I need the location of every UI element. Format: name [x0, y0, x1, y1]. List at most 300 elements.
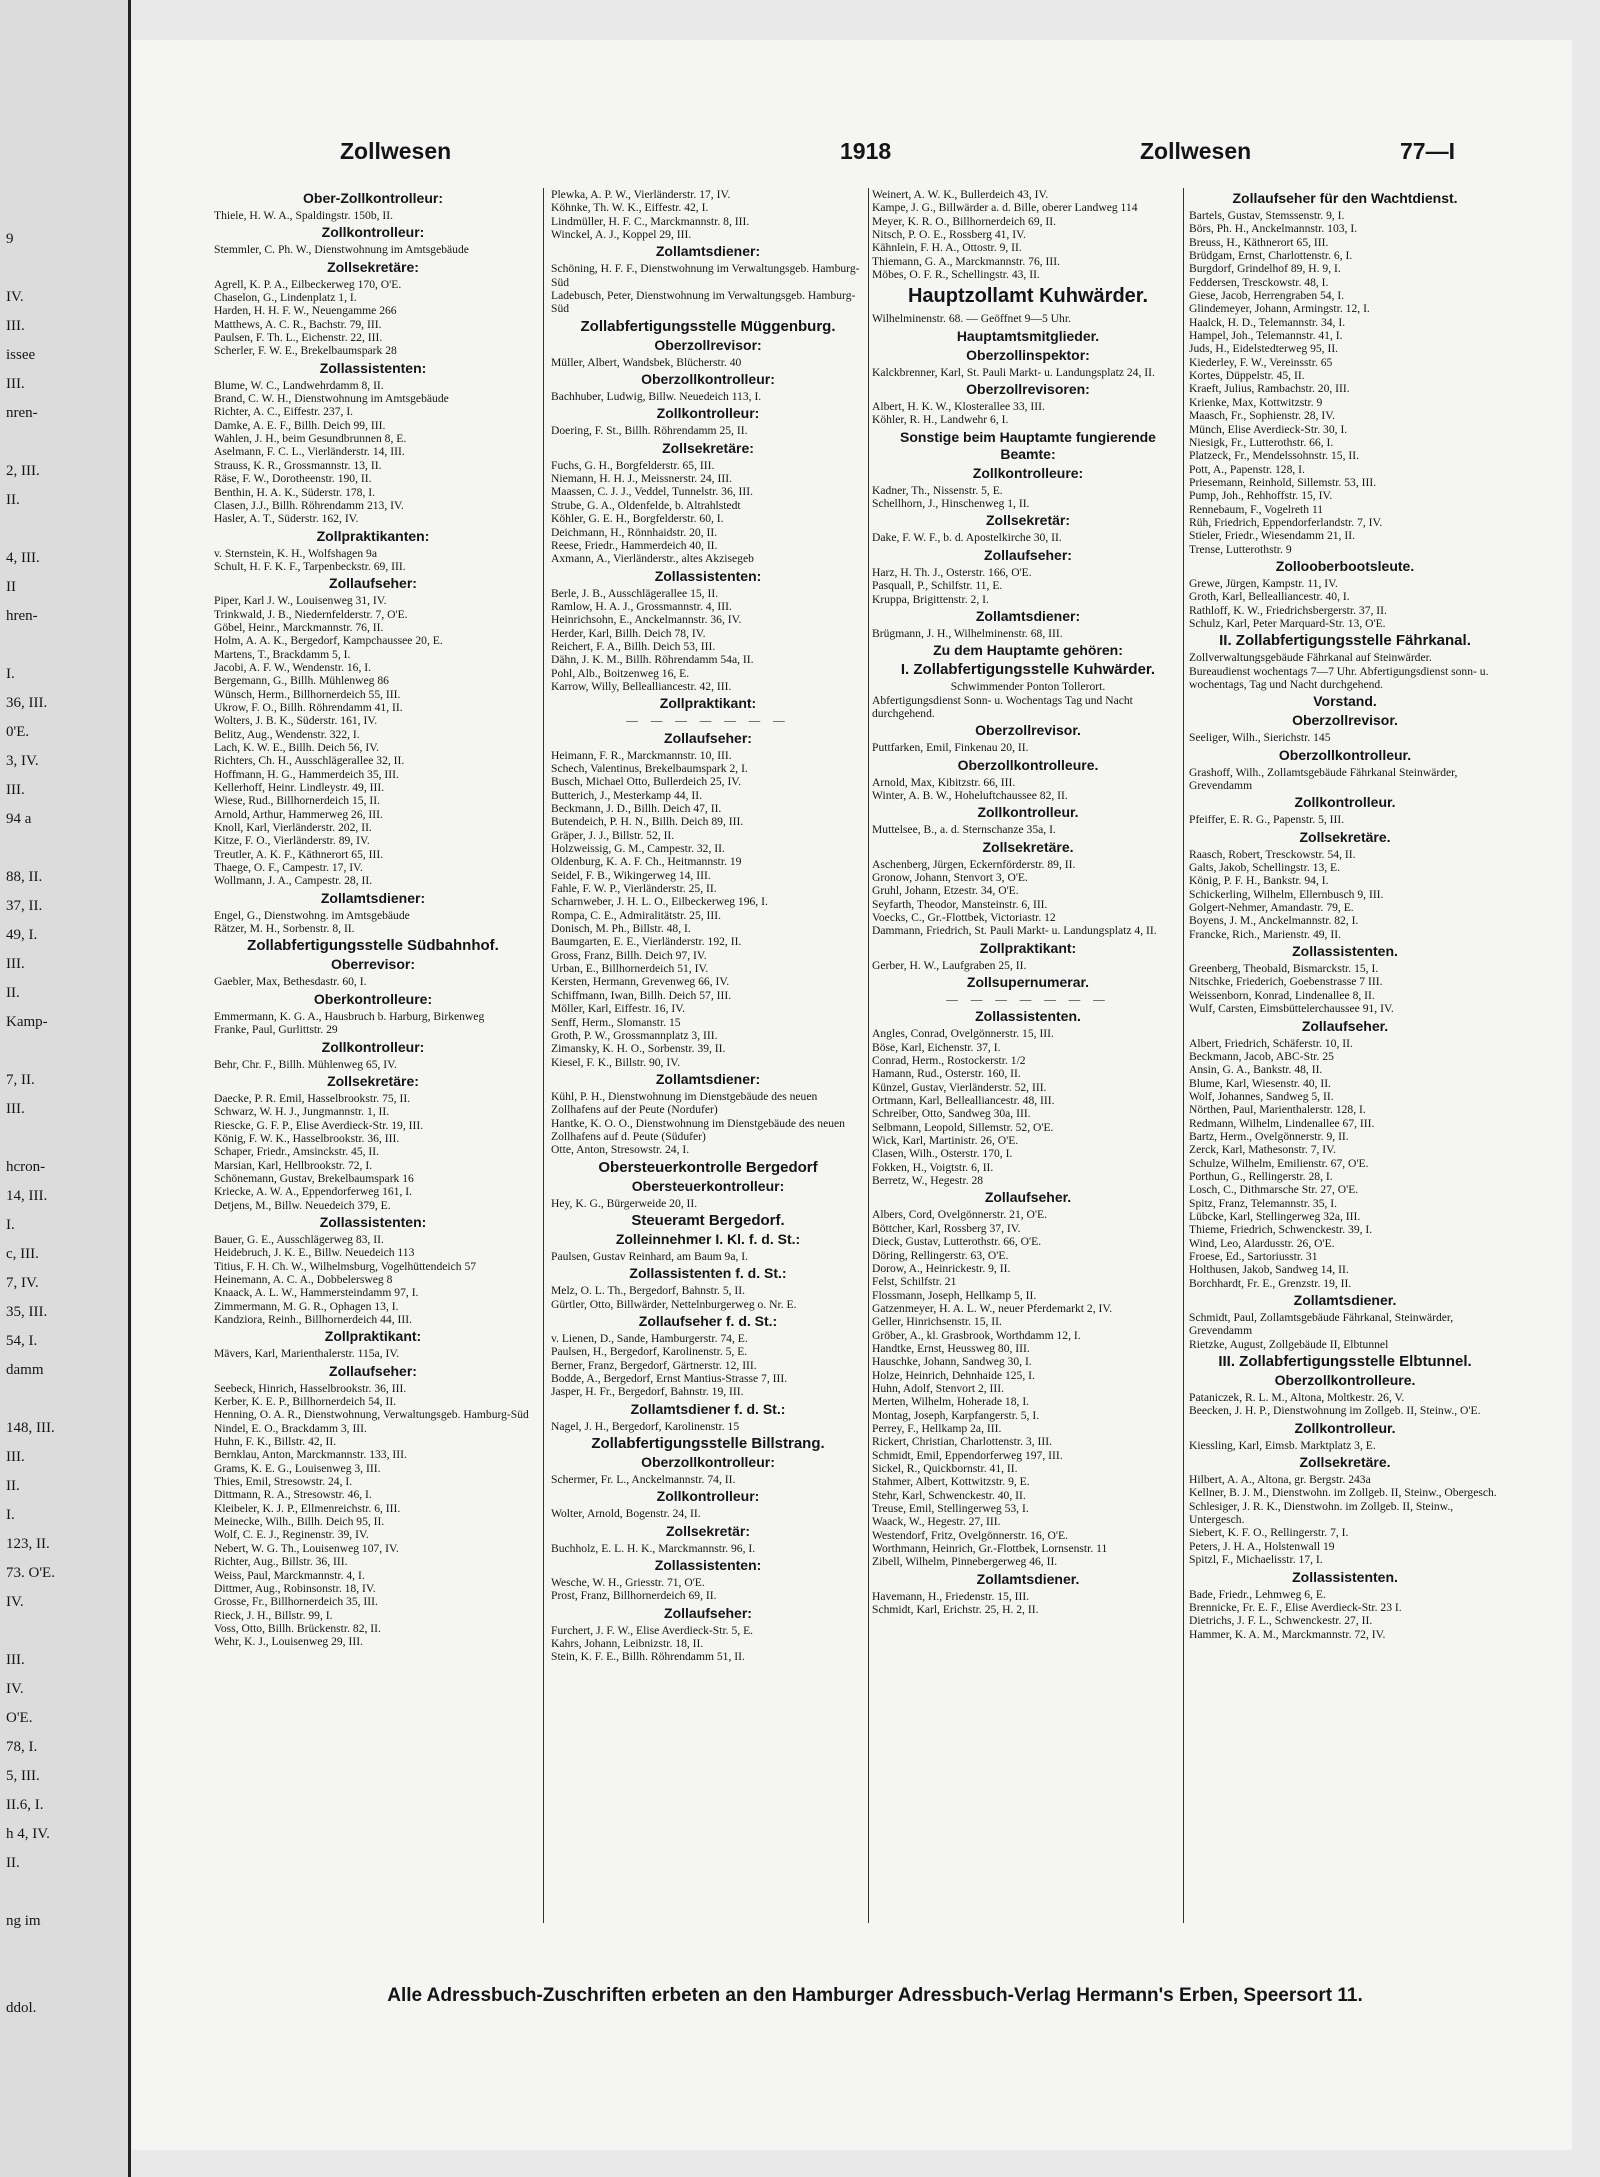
section-heading: Oberzollkontrolleur. — [1278, 746, 1412, 763]
section-heading: Zollamtsdiener: — [655, 243, 761, 260]
directory-entry: Kitze, F. O., Vierländerstr. 89, IV. — [214, 834, 370, 848]
column-1 — [214, 188, 532, 1923]
directory-entry: Kraeft, Julius, Rambachstr. 20, III. — [1189, 382, 1350, 396]
directory-entry: Hamann, Rud., Osterstr. 160, II. — [872, 1067, 1021, 1081]
directory-entry: Köhler, R. H., Landwehr 6, I. — [872, 413, 1009, 427]
directory-entry: Damke, A. E. F., Billh. Deich 99, III. — [214, 418, 386, 432]
section-heading: Zollsekretär: — [985, 512, 1071, 529]
section-heading: Zollassistenten: — [319, 1213, 427, 1230]
section-heading: Zollassistenten. — [1292, 943, 1398, 960]
directory-entry: Stemmler, C. Ph. W., Dienstwohnung im Amtsgebäude — [214, 243, 469, 257]
office-title: II. Zollabfertigungsstelle Fährkanal. — [1219, 632, 1471, 650]
section-heading: Zollamtsdiener: — [975, 607, 1081, 624]
section-heading: Zollassistenten: — [319, 359, 427, 376]
directory-entry: Börs, Ph. H., Anckelmannstr. 103, I. — [1189, 222, 1358, 236]
directory-entry: Waack, W., Hegestr. 27, III. — [872, 1515, 1001, 1529]
directory-entry: Zibell, Wilhelm, Pinnebergerweg 46, II. — [872, 1555, 1058, 1569]
directory-entry: Selbmann, Leopold, Sillemstr. 52, O'E. — [872, 1120, 1054, 1134]
directory-entry: Holzweissig, G. M., Campestr. 32, II. — [551, 842, 725, 856]
directory-entry: Bade, Friedr., Lehmweg 6, E. — [1189, 1587, 1326, 1601]
directory-entry: Kahrs, Johann, Leibnizstr. 18, II. — [551, 1637, 704, 1651]
directory-entry: Richter, Aug., Billstr. 36, III. — [214, 1555, 348, 1569]
section-heading: Zollkontrolleur: — [656, 405, 760, 422]
section-heading: Zollsekretär: — [665, 1522, 751, 1539]
margin-fragment: III. — [6, 1652, 25, 1668]
directory-entry: Thiemann, G. A., Marckmannstr. 76, III. — [872, 254, 1061, 268]
margin-fragment: 14, III. — [6, 1188, 48, 1204]
office-title: I. Zollabfertigungsstelle Kuhwärder. — [900, 661, 1156, 679]
column-divider — [543, 188, 544, 1923]
section-heading: Zollooberbootsleute. — [1275, 557, 1415, 574]
directory-entry: Mävers, Karl, Marienthalerstr. 115a, IV. — [214, 1347, 400, 1361]
directory-entry: Geller, Hinrichsenstr. 15, II. — [872, 1315, 1002, 1329]
directory-entry: Heinrichsohn, E., Anckelmannstr. 36, IV. — [551, 613, 742, 627]
directory-entry: Zerck, Karl, Mathesonstr. 7, IV. — [1189, 1143, 1336, 1157]
margin-fragment: 123, II. — [6, 1536, 50, 1552]
directory-entry: Blume, W. C., Landwehrdamm 8, II. — [214, 378, 384, 392]
directory-entry: Böse, Karl, Eichenstr. 37, I. — [872, 1040, 1001, 1054]
directory-entry: Möller, Karl, Eiffestr. 16, IV. — [551, 1002, 686, 1016]
section-heading: Zollassistenten. — [1292, 1568, 1398, 1585]
section-heading: Oberzollrevisor. — [1292, 712, 1398, 729]
section-heading: Zollassistenten. — [975, 1008, 1081, 1025]
directory-entry: Furchert, J. F. W., Elise Averdieck-Str. 5, E. — [551, 1623, 754, 1637]
directory-entry: Abfertigungsdienst Sonn- u. Wochentags Tag und Nacht durchgehend. — [872, 693, 1133, 720]
section-heading: Zollkontrolleur. — [977, 804, 1079, 821]
directory-entry: Paulsen, Gustav Reinhard, am Baum 9a, I. — [551, 1249, 749, 1263]
office-title: Steueramt Bergedorf. — [631, 1211, 785, 1229]
directory-entry: Nindel, E. O., Brackdamm 3, III. — [214, 1421, 367, 1435]
margin-fragment: ddol. — [6, 2000, 37, 2016]
directory-entry: Künzel, Gustav, Vierländerstr. 52, III. — [872, 1080, 1047, 1094]
directory-entry: Gross, Franz, Billh. Deich 97, IV. — [551, 948, 707, 962]
section-heading: Zollaufseher: — [664, 729, 752, 746]
directory-entry: Maassen, C. J. J., Veddel, Tunnelstr. 36, III. — [551, 485, 754, 499]
margin-fragment: III. — [6, 318, 25, 334]
directory-entry: Brand, C. W. H., Dienstwohnung im Amtsgebäude — [214, 392, 449, 406]
directory-entry: Jacobi, A. F. W., Wendenstr. 16, I. — [214, 660, 372, 674]
directory-entry: Kerber, K. E. P., Billhornerdeich 54, II. — [214, 1395, 397, 1409]
directory-entry: Hasler, A. T., Süderstr. 162, IV. — [214, 512, 359, 526]
directory-entry: Melz, O. L. Th., Bergedorf, Bahnstr. 5, II. — [551, 1284, 746, 1298]
directory-entry: Engel, G., Dienstwohng. im Amtsgebäude — [214, 908, 410, 922]
directory-entry: Gaebler, Max, Bethesdastr. 60, I. — [214, 975, 367, 989]
directory-entry: Losch, C., Dithmarsche Str. 27, O'E. — [1189, 1183, 1359, 1197]
directory-entry: Paulsen, H., Bergedorf, Karolinenstr. 5, E. — [551, 1345, 748, 1359]
directory-entry: Axmann, A., Vierländerstr., altes Akzisegeb — [551, 552, 754, 566]
directory-entry: Dake, F. W. F., b. d. Apostelkirche 30, II. — [872, 531, 1062, 545]
directory-entry: Huhn, Adolf, Stenvort 2, III. — [872, 1381, 1005, 1395]
directory-entry: Lach, K. W. E., Billh. Deich 56, IV. — [214, 741, 379, 754]
margin-fragment: IV. — [6, 1594, 24, 1610]
directory-entry: Wahlen, J. H., beim Gesundbrunnen 8, E. — [214, 432, 407, 446]
directory-entry: Otte, Anton, Stresowstr. 24, I. — [551, 1143, 690, 1157]
directory-entry: Reese, Friedr., Hammerdeich 40, II. — [551, 538, 718, 552]
section-heading: Zollpraktikanten: — [316, 527, 430, 544]
section-heading: Obersteuerkontrolleur: — [631, 1177, 785, 1194]
directory-entry: Kriecke, A. W. A., Eppendorferweg 161, I. — [214, 1185, 413, 1199]
directory-entry: Schulz, Karl, Peter Marquard-Str. 13, O'E. — [1189, 616, 1386, 630]
directory-entry: Handtke, Ernst, Heussweg 80, III. — [872, 1341, 1030, 1355]
directory-entry: Hammer, K. A. M., Marckmannstr. 72, IV. — [1189, 1627, 1386, 1641]
section-heading: Zollpraktikant: — [979, 939, 1077, 956]
directory-entry: Kiesel, F. K., Billstr. 90, IV. — [551, 1055, 680, 1069]
directory-entry: Nitsch, P. O. E., Rossberg 41, IV. — [872, 228, 1026, 242]
section-heading: Zollassistenten: — [654, 1557, 762, 1574]
directory-entry: Conrad, Herm., Rostockerstr. 1/2 — [872, 1054, 1026, 1068]
directory-entry: Heidebruch, J. K. E., Billw. Neuedeich 113 — [214, 1246, 415, 1260]
directory-entry: Schmidt, Emil, Eppendorferweg 197, III. — [872, 1448, 1063, 1462]
section-heading: Oberzollrevisor. — [975, 722, 1081, 739]
margin-fragment: 88, II. — [6, 869, 43, 885]
directory-entry: Müller, Albert, Wandsbek, Blücherstr. 40 — [551, 355, 742, 369]
directory-entry: Wolter, Arnold, Bogenstr. 24, II. — [551, 1507, 701, 1521]
directory-entry: Thieme, Friedrich, Schwenckestr. 39, I. — [1189, 1223, 1373, 1237]
directory-entry: Wind, Leo, Alardusstr. 26, O'E. — [1189, 1236, 1335, 1250]
office-title: Zollabfertigungsstelle Südbahnhof. — [247, 937, 499, 955]
directory-entry: Rennebaum, F., Vogelreth 11 — [1189, 502, 1324, 516]
directory-entry: Ortmann, Karl, Bellealliancestr. 48, III. — [872, 1094, 1055, 1108]
margin-fragment: I. — [6, 1217, 15, 1233]
directory-entry: Paulsen, F. Th. L., Eichenstr. 22, III. — [214, 331, 383, 345]
column-divider — [868, 188, 869, 1923]
directory-entry: Seeliger, Wilh., Sierichstr. 145 — [1189, 731, 1331, 745]
directory-entry: Schulze, Wilhelm, Emilienstr. 67, O'E. — [1189, 1156, 1369, 1170]
directory-entry: Belitz, Aug., Wendenstr. 322, I. — [214, 727, 360, 741]
directory-entry: v. Sternstein, K. H., Wolfshagen 9a — [214, 546, 377, 560]
directory-entry: Weiss, Paul, Marckmannstr. 4, I. — [214, 1568, 365, 1582]
directory-entry: Krienke, Max, Kottwitzstr. 9 — [1189, 395, 1323, 409]
directory-entry: Albers, Cord, Ovelgönnerstr. 21, O'E. — [872, 1208, 1048, 1222]
section-heading: Zollsekretäre. — [1299, 828, 1391, 845]
directory-entry: Blume, Karl, Wiesenstr. 40, II. — [1189, 1076, 1331, 1090]
section-heading: Zollkontrolleur: — [656, 1488, 760, 1505]
directory-entry: Schöning, H. F. F., Dienstwohnung im Verwaltungsgeb. Hamburg-Süd — [551, 262, 860, 289]
directory-entry: Gräper, J. J., Billstr. 52, II. — [551, 828, 675, 842]
directory-entry: Pohl, Alb., Boitzenweg 16, E. — [551, 666, 690, 680]
directory-entry: Räse, F. W., Dorotheenstr. 190, II. — [214, 472, 372, 486]
section-heading: Zollamtsdiener. — [976, 1570, 1080, 1587]
directory-entry: Schiffmann, Iwan, Billh. Deich 57, III. — [551, 988, 732, 1002]
directory-entry: Pasquall, P., Schilfstr. 11, E. — [872, 579, 1003, 593]
directory-entry: Gröber, A., kl. Grasbrook, Worthdamm 12, I. — [872, 1328, 1081, 1342]
directory-entry: Clasen, Wilh., Osterstr. 170, I. — [872, 1147, 1013, 1161]
directory-entry: Glindemeyer, Johann, Armingstr. 12, I. — [1189, 302, 1370, 316]
directory-entry: Göbel, Heinr., Marckmannstr. 76, II. — [214, 620, 384, 634]
directory-entry: Jasper, H. Fr., Bergedorf, Bahnstr. 19, III. — [551, 1385, 744, 1399]
directory-entry: Hoffmann, H. G., Hammerdeich 35, III. — [214, 767, 399, 781]
header-left: Zollwesen — [340, 138, 452, 164]
directory-entry: Brennicke, Fr. E. F., Elise Averdieck-Str. 23 I. — [1189, 1600, 1402, 1614]
directory-entry: Richters, Ch. H., Ausschlägerallee 32, II. — [214, 754, 405, 768]
directory-entry: Kleibeler, K. J. P., Ellmenreichstr. 6, III. — [214, 1501, 401, 1515]
directory-entry: Emmermann, K. G. A., Hausbruch b. Harburg, Birkenweg — [214, 1009, 485, 1023]
directory-entry: Gronow, Johann, Stenvort 3, O'E. — [872, 870, 1028, 884]
directory-entry: Hauschke, Johann, Sandweg 30, I. — [872, 1355, 1032, 1369]
directory-entry: Köhler, G. E. H., Borgfelderstr. 60, I. — [551, 512, 724, 526]
directory-entry: Baumgarten, E. E., Vierländerstr. 192, II. — [551, 935, 742, 949]
directory-entry: Groth, P. W., Grossmannplatz 3, III. — [551, 1028, 718, 1042]
directory-entry: Ukrow, F. O., Billh. Röhrendamm 41, II. — [214, 700, 403, 714]
section-heading: Zollsekretäre: — [327, 1072, 419, 1089]
directory-entry: Richter, A. C., Eiffestr. 237, I. — [214, 405, 354, 419]
margin-fragment: II.6, I. — [6, 1797, 44, 1813]
margin-fragment: 3, IV. — [6, 753, 39, 769]
margin-fragment: I. — [6, 666, 15, 682]
directory-entry: Kellner, B. J. M., Dienstwohn. im Zollgeb. II, Steinw., Obergesch. — [1189, 1486, 1497, 1500]
margin-fragment: 5, III. — [6, 1768, 40, 1784]
section-heading: Zollaufseher: — [664, 1604, 752, 1621]
directory-entry: Golgert-Nehmer, Amandastr. 79, E. — [1189, 901, 1354, 915]
section-heading: Zollassistenten: — [654, 567, 762, 584]
directory-entry: Angles, Conrad, Ovelgönnerstr. 15, III. — [872, 1027, 1054, 1041]
directory-entry: Schmidt, Karl, Erichstr. 25, H. 2, II. — [872, 1603, 1039, 1617]
directory-entry: Senff, Herm., Slomanstr. 15 — [551, 1015, 681, 1029]
directory-entry: Knaack, A. L. W., Hammersteindamm 97, I. — [214, 1286, 419, 1300]
directory-entry: Treuse, Emil, Stellingerweg 53, I. — [872, 1502, 1029, 1516]
directory-entry: Worthmann, Heinrich, Gr.-Flottbek, Lornsenstr. 11 — [872, 1542, 1108, 1556]
directory-entry: Pataniczek, R. L. M., Altona, Moltkestr. 26, V. — [1189, 1391, 1405, 1405]
section-heading: Zollaufseher. — [1301, 1017, 1389, 1034]
directory-entry: Aschenberg, Jürgen, Eckernförderstr. 89, II. — [872, 857, 1076, 871]
directory-entry: Bartz, Herm., Ovelgönnerstr. 9, II. — [1189, 1129, 1349, 1143]
directory-entry: Buchholz, E. L. H. K., Marckmannstr. 96, I. — [551, 1541, 756, 1555]
directory-entry: Kortes, Düppelstr. 45, II. — [1189, 369, 1305, 383]
directory-entry: Raasch, Robert, Tresckowstr. 54, II. — [1189, 847, 1356, 861]
directory-entry: Breuss, H., Käthnerort 65, III. — [1189, 235, 1329, 249]
section-heading: Zollaufseher: — [329, 1362, 417, 1379]
directory-entry: Bergemann, G., Billh. Mühlenweg 86 — [214, 674, 389, 688]
directory-entry: Dorow, A., Heinrickestr. 9, II. — [872, 1261, 1011, 1275]
directory-entry: Thiele, H. W. A., Spaldingstr. 150b, II. — [214, 209, 394, 222]
directory-entry: Bernklau, Anton, Marckmannstr. 133, III. — [214, 1448, 407, 1462]
directory-entry: Ramlow, H. A. J., Grossmannstr. 4, III. — [551, 599, 732, 613]
margin-fragment: h 4, IV. — [6, 1826, 50, 1842]
directory-entry: Aselmann, F. C. L., Vierländerstr. 14, III. — [214, 445, 405, 459]
directory-entry: König, F. W. K., Hasselbrookstr. 36, III. — [214, 1131, 400, 1145]
directory-entry: König, P. F. H., Bankstr. 94, I. — [1189, 874, 1329, 888]
section-heading: Oberzollkontrolleur: — [641, 1454, 775, 1471]
directory-entry: Muttelsee, B., a. d. Sternschanze 35a, I. — [872, 823, 1056, 837]
directory-entry: Havemann, H., Friedenstr. 15, III. — [872, 1589, 1030, 1603]
directory-entry: Henning, O. A. R., Dienstwohnung, Verwaltungsgeb. Hamburg-Süd — [214, 1408, 529, 1422]
margin-fragment: I. — [6, 1507, 15, 1523]
margin-fragment: III. — [6, 782, 25, 798]
directory-entry: Niesigk, Fr., Lutterothstr. 66, I. — [1189, 435, 1334, 449]
directory-entry: Matthews, A. C. R., Bachstr. 79, III. — [214, 317, 382, 331]
directory-entry: Burgdorf, Grindelhof 89, H. 9, I. — [1189, 262, 1341, 276]
section-heading: Zollaufseher für den Wachtdienst. — [1232, 190, 1458, 206]
directory-entry: Riescke, G. F. P., Elise Averdieck-Str. 19, III. — [214, 1118, 424, 1132]
directory-entry: Marsian, Karl, Hellbrookstr. 72, I. — [214, 1158, 373, 1172]
directory-entry: Schwarz, W. H. J., Jungmannstr. 1, II. — [214, 1105, 390, 1119]
column-divider — [1183, 188, 1184, 1923]
directory-entry: Seidel, F. B., Wikingerweg 14, III. — [551, 868, 711, 882]
margin-fragment: III. — [6, 1449, 25, 1465]
section-heading: Zollkontrolleure: — [972, 464, 1084, 481]
directory-entry: Nebert, W. G. Th., Louisenweg 107, IV. — [214, 1541, 399, 1555]
directory-entry: Dittmann, R. A., Stresowstr. 46, I. — [214, 1488, 372, 1502]
directory-entry: Spitz, Franz, Telemannstr. 35, I. — [1189, 1196, 1338, 1210]
margin-fragment: 54, I. — [6, 1333, 38, 1349]
directory-entry: Schickerling, Wilhelm, Ellernbusch 9, III. — [1189, 887, 1384, 901]
directory-entry: Meyer, K. R. O., Billhornerdeich 69, II. — [872, 214, 1057, 228]
margin-fragment: hcron- — [6, 1159, 46, 1175]
directory-entry: Lübcke, Karl, Stellingerweg 32a, III. — [1189, 1209, 1361, 1223]
directory-entry: Wolf, C. E. J., Reginenstr. 39, IV. — [214, 1528, 369, 1542]
directory-entry: Benthin, H. A. K., Süderstr. 178, I. — [214, 485, 376, 499]
directory-entry: Rickert, Christian, Charlottenstr. 3, III. — [872, 1435, 1052, 1449]
margin-fragment: 35, III. — [6, 1304, 48, 1320]
directory-entry: Schermer, Fr. L., Anckelmannstr. 74, II. — [551, 1473, 736, 1487]
section-heading: Vorstand. — [1313, 693, 1377, 710]
directory-entry: Grams, K. E. G., Louisenweg 3, III. — [214, 1461, 381, 1475]
directory-entry: Berner, Franz, Bergedorf, Gärtnerstr. 12, III. — [551, 1358, 757, 1372]
directory-entry: Wünsch, Herm., Billhornerdeich 55, III. — [214, 687, 401, 701]
directory-entry: Thaege, O. F., Campestr. 17, IV. — [214, 861, 363, 875]
directory-entry: Schult, H. F. K. F., Tarpenbeckstr. 69, III. — [214, 559, 406, 573]
directory-entry: Schönemann, Gustav, Brekelbaumspark 16 — [214, 1171, 414, 1185]
section-heading: Oberzollinspektor: — [966, 346, 1090, 363]
margin-fragment: 94 a — [6, 811, 32, 827]
directory-entry: Voss, Otto, Billh. Brückenstr. 82, II. — [214, 1621, 381, 1635]
directory-entry: Niemann, H. H. J., Meissnerstr. 24, III. — [551, 472, 732, 486]
directory-entry: Hey, K. G., Bürgerweide 20, II. — [551, 1196, 698, 1210]
directory-entry: Schaper, Friedr., Amsinckstr. 45, II. — [214, 1145, 380, 1159]
directory-entry: Platzeck, Fr., Mendelssohnstr. 15, II. — [1189, 449, 1360, 463]
margin-fragment: 78, I. — [6, 1739, 38, 1755]
directory-entry: Thies, Emil, Stresowstr. 24, I. — [214, 1475, 353, 1489]
section-heading: Zollsekretäre. — [982, 838, 1074, 855]
directory-entry: Siebert, K. F. O., Rellingerstr. 7, I. — [1189, 1526, 1349, 1540]
margin-fragment: II. — [6, 1855, 20, 1871]
margin-fragment: 148, III. — [6, 1420, 55, 1436]
directory-entry: Butendeich, P. H. N., Billh. Deich 89, III. — [551, 815, 744, 829]
directory-entry: Winckel, A. J., Koppel 29, III. — [551, 228, 692, 242]
section-heading: Zollpraktikant: — [659, 695, 757, 712]
directory-entry: Gerber, H. W., Laufgraben 25, II. — [872, 958, 1027, 972]
margin-fragment: II. — [6, 492, 20, 508]
directory-entry: Voecks, C., Gr.-Flottbek, Victoriastr. 12 — [872, 910, 1056, 924]
directory-entry: Sickel, R., Quickbornstr. 41, II. — [872, 1462, 1018, 1475]
directory-entry: Pfeiffer, E. R. G., Papenstr. 5, III. — [1189, 813, 1345, 827]
directory-entry: Wilhelminenstr. 68. — Geöffnet 9—5 Uhr. — [872, 312, 1071, 326]
directory-entry: Kampe, J. G., Billwärder a. d. Bille, oberer Landweg 114 — [872, 201, 1138, 215]
directory-entry: Nitschke, Friederich, Goebenstrasse 7 III. — [1189, 975, 1383, 989]
directory-entry: Butterich, J., Mesterkamp 44, II. — [551, 788, 703, 802]
directory-entry: Beckmann, Jacob, ABC-Str. 25 — [1189, 1049, 1334, 1063]
directory-entry: Döring, Rellingerstr. 63, O'E. — [872, 1248, 1009, 1262]
directory-entry: Spitzl, F., Michaelisstr. 17, I. — [1189, 1553, 1323, 1567]
directory-entry: Gruhl, Johann, Etzestr. 34, O'E. — [872, 884, 1019, 898]
directory-entry: Fokken, H., Voigtstr. 6, II. — [872, 1160, 994, 1174]
column-2 — [551, 188, 865, 1923]
section-heading: Oberrevisor: — [330, 956, 416, 973]
margin-fragment: IV. — [6, 1681, 24, 1697]
directory-entry: Plewka, A. P. W., Vierländerstr. 17, IV. — [551, 188, 731, 201]
directory-entry: Prost, Franz, Billhornerdeich 69, II. — [551, 1589, 717, 1603]
directory-entry: Wolf, Johannes, Sandweg 5, II. — [1189, 1089, 1334, 1103]
section-heading: Oberzollkontrolleure. — [957, 756, 1099, 773]
directory-entry: Bachhuber, Ludwig, Billw. Neuedeich 113, I. — [551, 390, 762, 404]
margin-fragment: III. — [6, 956, 25, 972]
directory-entry: Dietrichs, J. F. L., Schwenckestr. 27, II. — [1189, 1614, 1373, 1628]
office-title: Obersteuerkontrolle Bergedorf — [598, 1158, 818, 1176]
directory-entry: Westendorf, Fritz, Ovelgönnerstr. 16, O'E. — [872, 1528, 1068, 1542]
directory-entry: Strube, G. A., Oldenfelde, b. Altrahlstedt — [551, 498, 741, 512]
section-heading: Oberkontrolleure: — [313, 990, 433, 1007]
section-heading: Zolleinnehmer I. Kl. f. d. St.: — [615, 1230, 801, 1247]
margin-fragment: 73. O'E. — [6, 1565, 55, 1581]
directory-entry: Schellhorn, J., Hinschenweg 1, II. — [872, 497, 1030, 511]
margin-fragment: hren- — [6, 608, 38, 624]
directory-entry: Flossmann, Joseph, Hellkamp 5, II. — [872, 1288, 1037, 1302]
margin-fragment: c, III. — [6, 1246, 39, 1262]
section-heading: Zollsekretäre: — [327, 258, 419, 275]
page-header — [340, 138, 1480, 170]
margin-fragment: 9 — [6, 231, 14, 247]
margin-fragment: ng im — [6, 1913, 41, 1929]
directory-entry: Greenberg, Theobald, Bismarckstr. 15, I. — [1189, 962, 1379, 976]
office-title: Zollabfertigungsstelle Müggenburg. — [580, 317, 836, 335]
directory-entry: Kandziora, Reinh., Billhornerdeich 44, III. — [214, 1313, 412, 1326]
directory-entry: Kähnlein, F. H. A., Ottostr. 9, II. — [872, 241, 1022, 255]
directory-entry: Pump, Joh., Rehhoffstr. 15, IV. — [1189, 489, 1333, 503]
directory-entry: Stein, K. F. E., Billh. Röhrendamm 51, II. — [551, 1650, 745, 1664]
directory-entry: Lindmüller, H. F. C., Marckmannstr. 8, III. — [551, 214, 750, 228]
directory-entry: Busch, Michael Otto, Bullerdeich 25, IV. — [551, 775, 742, 789]
section-heading: Oberzollkontrolleur: — [641, 371, 775, 388]
margin-fragment: IV. — [6, 289, 24, 305]
directory-entry: Titius, F. H. Ch. W., Wilhelmsburg, Vogelhüttendeich 57 — [214, 1259, 477, 1273]
directory-entry: Fahle, F. W. P., Vierländerstr. 25, II. — [551, 882, 717, 896]
directory-entry: Kadner, Th., Nissenstr. 5, E. — [872, 483, 1003, 497]
directory-entry: Piper, Karl J. W., Louisenweg 31, IV. — [214, 594, 387, 608]
margin-fragment: damm — [6, 1362, 44, 1378]
directory-entry: Schreiber, Otto, Sandweg 30a, III. — [872, 1107, 1031, 1121]
directory-entry: Holm, A. A. K., Bergedorf, Kampchaussee 20, E. — [214, 634, 443, 648]
column-3 — [872, 188, 1184, 1923]
section-heading: Zollaufseher. — [984, 1189, 1072, 1206]
directory-entry: Urban, E., Billhornerdeich 51, IV. — [551, 962, 709, 976]
directory-entry: Kühl, P. H., Dienstwohnung im Dienstgebäude des neuen Zollhafens auf der Peute (Nordufer) — [551, 1089, 818, 1117]
directory-entry: Bauer, G. E., Ausschlägerweg 83, II. — [214, 1232, 384, 1246]
directory-entry: Pott, A., Papenstr. 128, I. — [1189, 462, 1305, 476]
directory-entry: Rätzer, M. H., Sorbenstr. 8, II. — [214, 922, 355, 936]
header-right: Zollwesen — [1140, 138, 1252, 164]
directory-entry: Gatzenmeyer, H. A. L. W., neuer Pferdemarkt 2, IV. — [872, 1301, 1113, 1315]
directory-entry: Chaselon, G., Lindenplatz 1, I. — [214, 291, 357, 305]
directory-entry: Deichmann, H., Rönnhaidstr. 20, II. — [551, 525, 718, 539]
header-year: 1918 — [840, 138, 892, 164]
directory-entry: Münch, Elise Averdieck-Str. 30, I. — [1189, 422, 1348, 436]
directory-entry: Schlesiger, J. R. K., Dienstwohn. im Zollgeb. II, Steinw., Untergesch. — [1189, 1499, 1454, 1527]
directory-entry: Kellerhoff, Heinr. Lindleystr. 49, III. — [214, 781, 385, 795]
directory-entry: Peters, J. H. A., Holstenwall 19 — [1189, 1539, 1335, 1553]
directory-entry: Rompa, C. E., Admiralitätstr. 25, III. — [551, 908, 722, 922]
directory-entry: Bartels, Gustav, Stemssenstr. 9, I. — [1189, 209, 1345, 222]
directory-entry: Redmann, Wilhelm, Lindenallee 67, III. — [1189, 1116, 1375, 1130]
directory-entry: Wehr, K. J., Louisenweg 29, III. — [214, 1635, 363, 1649]
directory-entry: Oldenburg, K. A. F. Ch., Heitmannstr. 19 — [551, 855, 742, 869]
directory-entry: Stahmer, Albert, Kottwitzstr. 9, E. — [872, 1475, 1030, 1489]
directory-entry: Ansin, G. A., Bankstr. 48, II. — [1189, 1063, 1323, 1077]
directory-entry: Huhn, F. K., Billstr. 42, II. — [214, 1435, 337, 1449]
directory-entry: Francke, Rich., Marienstr. 49, II. — [1189, 927, 1341, 941]
directory-entry: Dähn, J. K. M., Billh. Röhrendamm 54a, II. — [551, 653, 754, 667]
directory-entry: Wesche, W. H., Griesstr. 71, O'E. — [551, 1576, 705, 1590]
directory-entry: Schech, Valentinus, Brekelbaumspark 2, I. — [551, 761, 748, 775]
